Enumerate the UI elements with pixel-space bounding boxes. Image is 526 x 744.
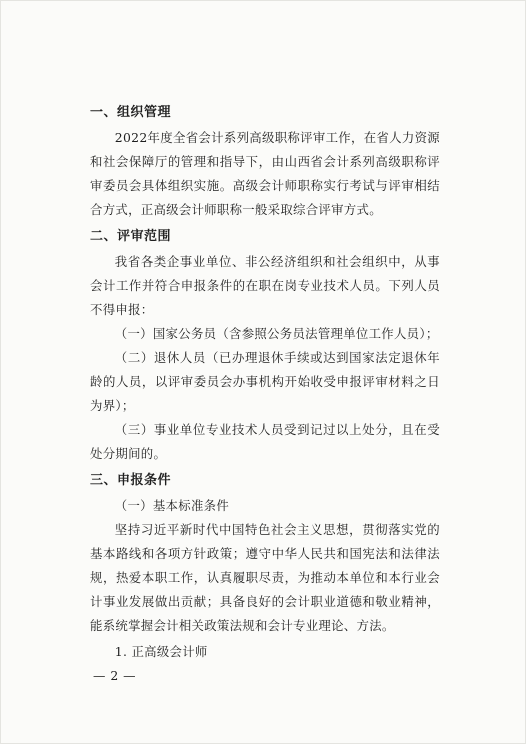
paragraph-scope-item-1: （一）国家公务员（含参照公务员法管理单位工作人员）；	[114, 326, 439, 341]
document-body	[90, 100, 440, 664]
paragraph-organization: 2022年度全省会计系列高级职称评审工作，在省人力资源和社会保障厅的管理和指导下，由山西省会计系列高级职称评审委员会具体组织实施。高级会计师职称实行考试与评审相结合方式，正高级会计师职称一般采取综合评审方式。	[90, 130, 440, 217]
paragraph-basic-conditions: 坚持习近平新时代中国特色社会主义思想，贯彻落实党的基本路线和各项方针政策；遵守中华人民共和国宪法和法律法规，热爱本职工作，认真履职尽责，为推动本单位和本行业会计事业发展做出贡献；具备良好的会计职业道德和敬业精神，能系统掌握会计相关政策法规和会计专业理论、方法。	[90, 522, 440, 633]
page-number: — 2 —	[93, 668, 137, 683]
item-senior-accountant: 1. 正高级会计师	[114, 644, 208, 659]
subheading-basic-conditions: （一）基本标准条件	[114, 498, 230, 513]
paragraph-scope: 我省各类企事业单位、非公经济组织和社会组织中，从事会计工作并符合申报条件的在职在岗专业技术人员。下列人员不得申报：	[90, 254, 440, 317]
section-heading-organization: 一、组织管理	[90, 105, 172, 120]
section-heading-scope: 二、评审范围	[90, 229, 172, 244]
paragraph-scope-item-3: （三）事业单位专业技术人员受到记过以上处分，且在受处分期间的。	[90, 422, 440, 461]
paragraph-scope-item-2: （二）退休人员（已办理退休手续或达到国家法定退休年龄的人员，以评审委员会办事机构开始收受申报评审材料之日为界）；	[90, 350, 440, 413]
section-heading-conditions: 三、申报条件	[90, 473, 172, 488]
